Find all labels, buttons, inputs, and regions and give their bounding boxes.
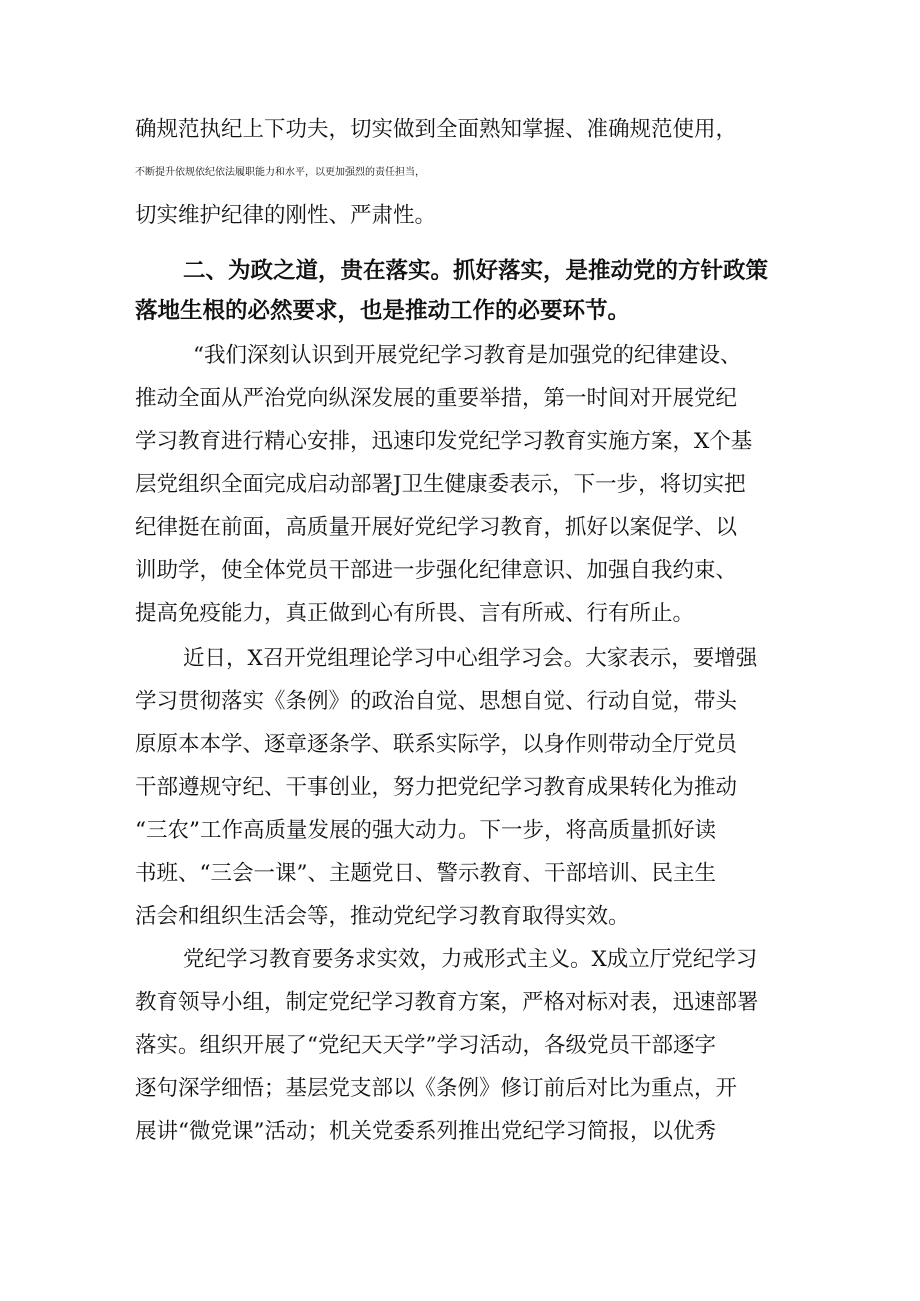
text-line: 干部遵规守纪、干事创业，努力把党纪学习教育成果转化为推动 bbox=[135, 775, 738, 800]
text-line: 近日，X召开党组理论学习中心组学习会。大家表示，要增强 bbox=[183, 646, 758, 671]
text-line: 层党组织全面完成启动部署J卫生健康委表示，下一步，将切实把 bbox=[135, 472, 746, 497]
text-line: 切实维护纪律的刚性、严肃性。 bbox=[135, 203, 437, 228]
heading-line: 落地生根的必然要求，也是推动工作的必要环节。 bbox=[135, 298, 631, 324]
text-line: 逐句深学细悟；基层党支部以《条例》修订前后对比为重点，开 bbox=[135, 1076, 738, 1101]
text-line: 书班、“三会一课”、主题党日、警示教育、干部培训、民主生 bbox=[135, 861, 716, 886]
text-line: 推动全面从严治党向纵深发展的重要举措，第一时间对开展党纪 bbox=[135, 386, 738, 411]
text-line: 教育领导小组，制定党纪学习教育方案，严格对标对表，迅速部署 bbox=[135, 990, 759, 1015]
text-line: 确规范执纪上下功夫，切实做到全面熟知掌握、准确规范使用， bbox=[135, 117, 738, 142]
text-line: 不断提升依规依纪依法履职能力和水平，以更加强烈的责任担当， bbox=[135, 167, 425, 178]
text-line: 学习贯彻落实《条例》的政治自觉、思想自觉、行动自觉，带头 bbox=[135, 689, 738, 714]
text-line: 落实。组织开展了“党纪天天学”学习活动，各级党员干部逐字 bbox=[135, 1033, 716, 1058]
text-line: “我们深刻认识到开展党纪学习教育是加强党的纪律建设、 bbox=[193, 343, 742, 368]
text-line: “三农”工作高质量发展的强大动力。下一步，将高质量抓好读 bbox=[135, 818, 716, 843]
text-line: 展讲“微党课”活动；机关党委系列推出党纪学习简报，以优秀 bbox=[135, 1119, 716, 1144]
text-line: 纪律挺在前面，高质量开展好党纪学习教育，抓好以案促学、以 bbox=[135, 515, 738, 540]
text-line: 训助学，使全体党员干部进一步强化纪律意识、加强自我约束、 bbox=[135, 558, 738, 583]
heading-line: 二、为政之道，贵在落实。抓好落实，是推动党的方针政策 bbox=[183, 258, 769, 284]
text-line: 党纪学习教育要务求实效，力戒形式主义。X成立厅党纪学习 bbox=[183, 947, 758, 972]
text-line: 学习教育进行精心安排，迅速印发党纪学习教育实施方案，X个基 bbox=[135, 429, 753, 454]
text-line: 提高免疫能力，真正做到心有所畏、言有所戒、行有所止。 bbox=[135, 601, 695, 626]
text-line: 原原本本学、逐章逐条学、联系实际学，以身作则带动全厅党员 bbox=[135, 732, 738, 757]
text-line: 活会和组织生活会等，推动党纪学习教育取得实效。 bbox=[135, 904, 630, 929]
